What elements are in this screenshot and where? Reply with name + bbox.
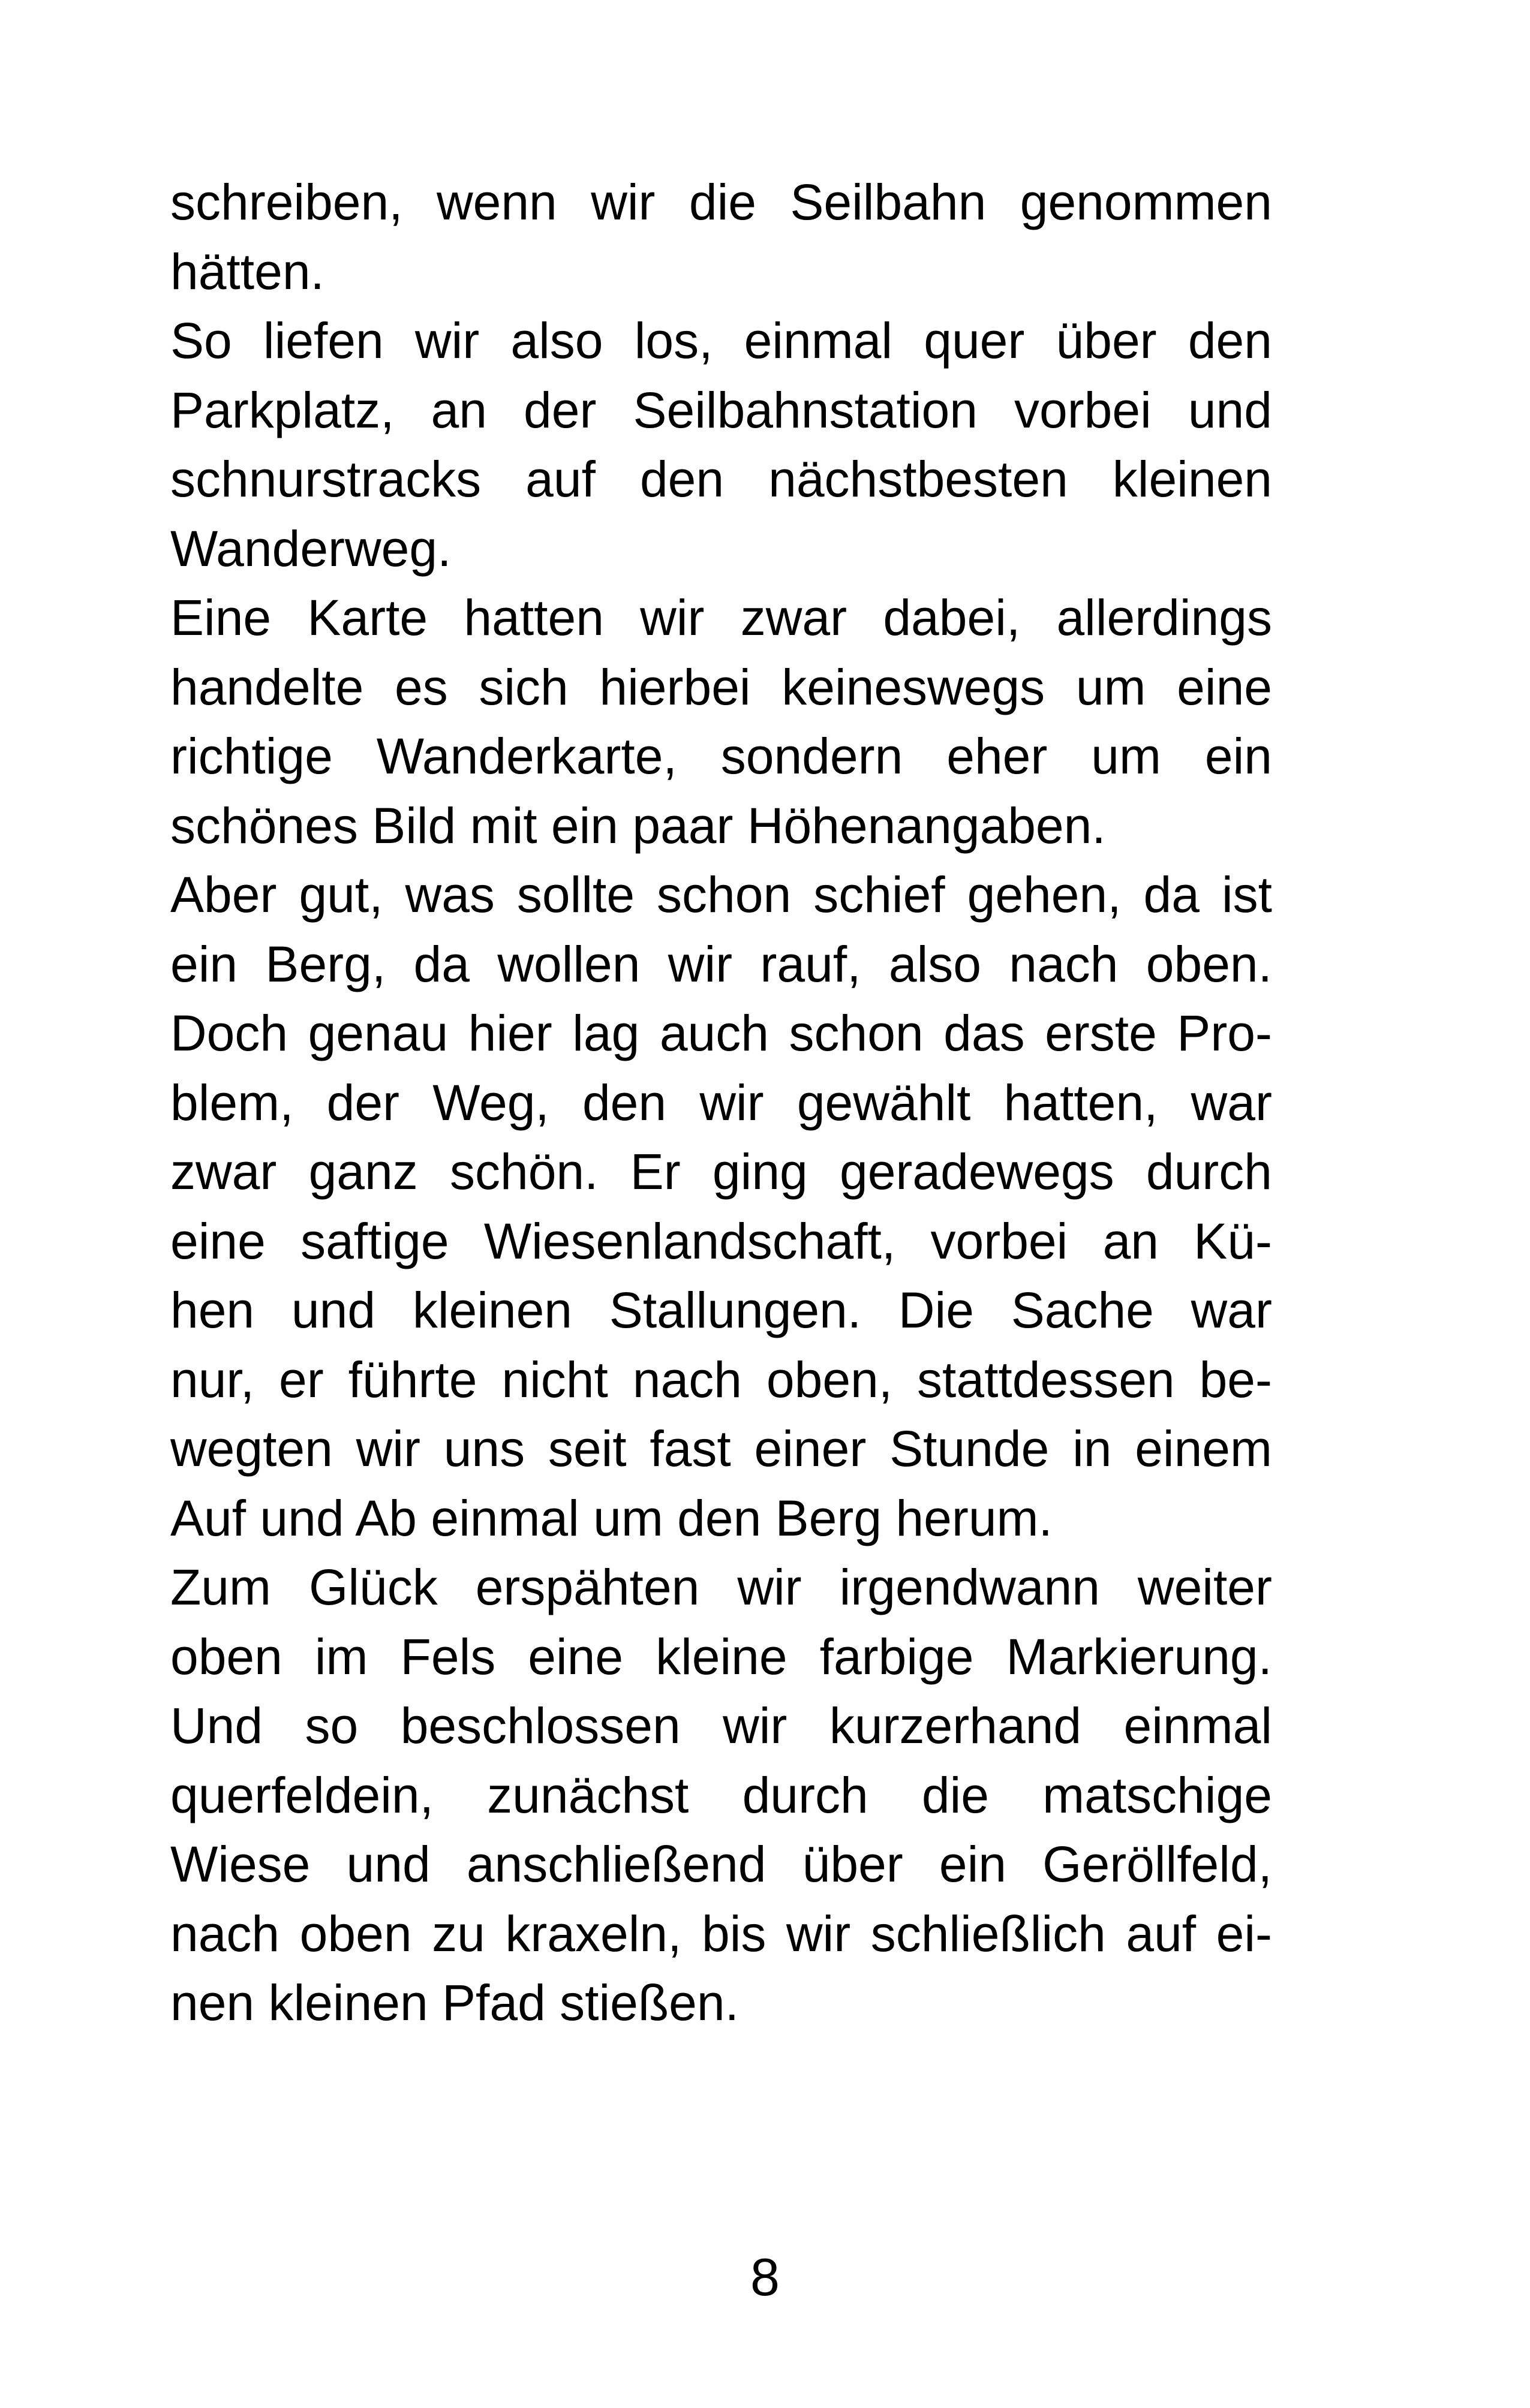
body-text xyxy=(170,168,1272,2038)
text-line: Doch genau hier lag auch schon das erste Pro- xyxy=(170,1005,1272,1061)
text-line: nur, er führte nicht nach oben, stattdessen be- xyxy=(170,1351,1272,1408)
text-line: eine saftige Wiesenlandschaft, vorbei an Kü- xyxy=(170,1212,1272,1269)
text-line: Parkplatz, an der Seilbahnstation vorbei und xyxy=(170,381,1272,438)
text-line: Wanderweg. xyxy=(170,520,452,577)
text-line: hätten. xyxy=(170,243,324,300)
text-line: querfeldein, zunächst durch die matschige xyxy=(170,1766,1272,1823)
text-line: So liefen wir also los, einmal quer über den xyxy=(170,312,1272,369)
text-line: Auf und Ab einmal um den Berg herum. xyxy=(170,1489,1053,1546)
text-line: Aber gut, was sollte schon schief gehen, da ist xyxy=(170,866,1272,923)
text-line: handelte es sich hierbei keineswegs um eine xyxy=(170,658,1272,715)
text-line: ein Berg, da wollen wir rauf, also nach oben. xyxy=(170,935,1272,992)
text-line: nach oben zu kraxeln, bis wir schließlich auf ei- xyxy=(170,1905,1272,1962)
text-line: Zum Glück erspähten wir irgendwann weiter xyxy=(170,1559,1272,1615)
text-line: wegten wir uns seit fast einer Stunde in einem xyxy=(170,1420,1272,1477)
text-line: nen kleinen Pfad stießen. xyxy=(170,1974,739,2031)
text-line: zwar ganz schön. Er ging geradewegs durch xyxy=(170,1143,1272,1200)
page-number: 8 xyxy=(750,2247,780,2307)
text-line: hen und kleinen Stallungen. Die Sache war xyxy=(170,1282,1272,1338)
text-line: schnurstracks auf den nächstbesten kleinen xyxy=(170,451,1272,507)
text-line: Eine Karte hatten wir zwar dabei, allerdings xyxy=(170,589,1272,646)
text-line: oben im Fels eine kleine farbige Markierung. xyxy=(170,1628,1272,1685)
text-line: schreiben, wenn wir die Seilbahn genommen xyxy=(170,174,1272,230)
text-line: Und so beschlossen wir kurzerhand einmal xyxy=(170,1697,1272,1754)
text-line: Wiese und anschließend über ein Geröllfeld, xyxy=(170,1836,1272,1892)
text-line: blem, der Weg, den wir gewählt hatten, war xyxy=(170,1074,1272,1131)
text-line: richtige Wanderkarte, sondern eher um ein xyxy=(170,728,1272,784)
text-line: schönes Bild mit ein paar Höhenangaben. xyxy=(170,797,1106,854)
